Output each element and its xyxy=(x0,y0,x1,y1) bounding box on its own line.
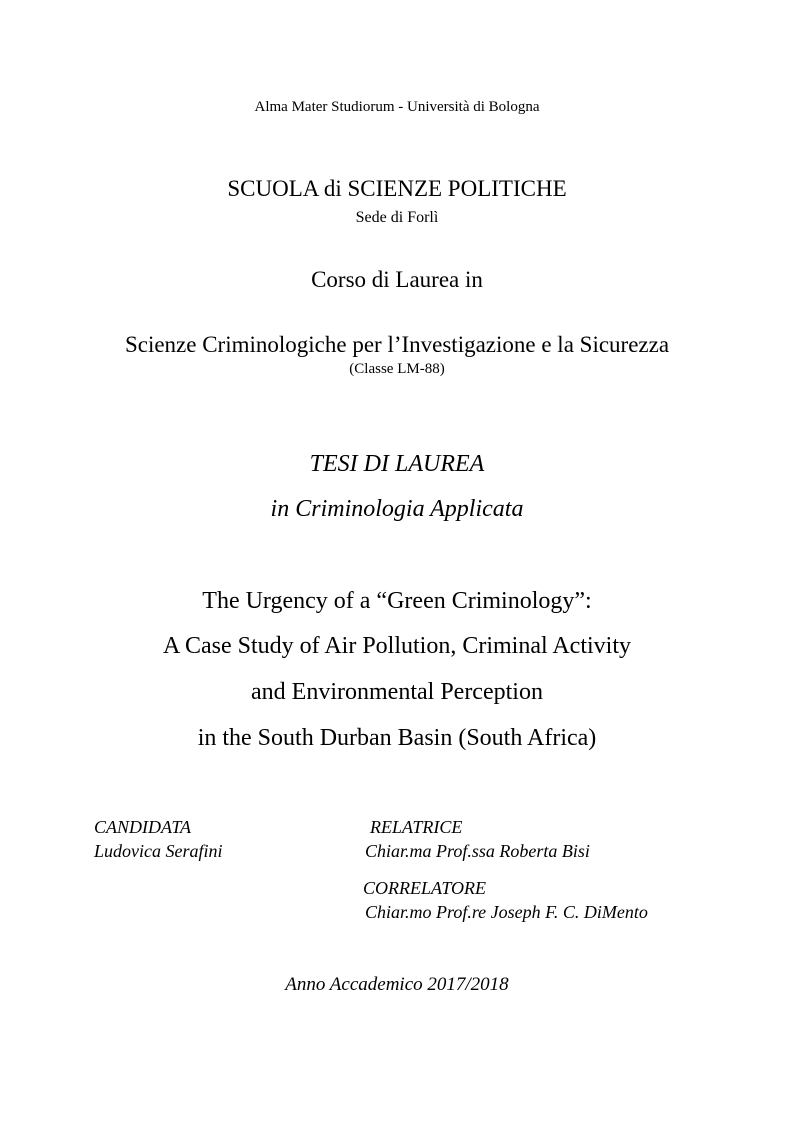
supervisor-role: RELATRICE xyxy=(370,817,463,837)
course-name: Scienze Criminologiche per l’Investigazione e la Sicurezza xyxy=(124,332,670,357)
course-intro: Corso di Laurea in xyxy=(311,267,483,292)
school-seat: Sede di Forlì xyxy=(355,209,439,226)
candidate-role: CANDIDATA xyxy=(94,817,191,837)
thesis-label: TESI DI LAUREA xyxy=(309,451,485,477)
course-class: (Classe LM-88) xyxy=(349,361,445,377)
cosupervisor-role: CORRELATORE xyxy=(363,878,487,898)
candidate-name: Ludovica Serafini xyxy=(94,841,223,861)
supervisor-name: Chiar.ma Prof.ssa Roberta Bisi xyxy=(365,841,590,861)
academic-year: Anno Accademico 2017/2018 xyxy=(285,974,509,995)
thesis-subject: in Criminologia Applicata xyxy=(270,496,524,522)
thesis-title-line: and Environmental Perception xyxy=(251,679,543,705)
cosupervisor-name: Chiar.mo Prof.re Joseph F. C. DiMento xyxy=(365,902,648,922)
thesis-title-line: A Case Study of Air Pollution, Criminal Activity xyxy=(162,633,631,659)
university-name: Alma Mater Studiorum - Università di Bologna xyxy=(254,99,540,115)
thesis-title-line: in the South Durban Basin (South Africa) xyxy=(197,725,597,751)
school-name: SCUOLA di SCIENZE POLITICHE xyxy=(227,176,567,201)
thesis-title-line: The Urgency of a “Green Criminology”: xyxy=(202,588,592,614)
